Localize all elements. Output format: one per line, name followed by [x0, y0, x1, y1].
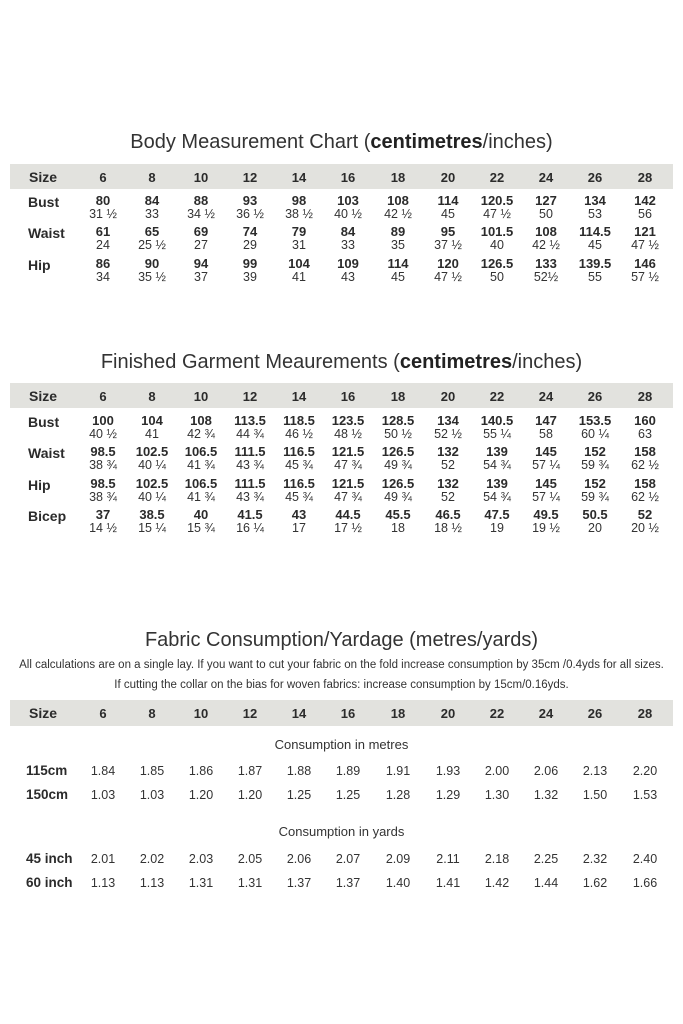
consumption-value: 1.88: [286, 764, 312, 778]
consumption-value: 1.86: [188, 764, 214, 778]
fabric-row-label: 45 inch: [26, 851, 73, 866]
inch-value: 48 ½: [334, 427, 362, 441]
fabric-row-label: 150cm: [26, 787, 69, 802]
consumption-value: 1.84: [90, 764, 116, 778]
inch-value: 57 ¼: [532, 458, 560, 472]
consumption-value: 2.11: [436, 852, 460, 866]
cm-value: 113.5: [234, 413, 266, 428]
consumption-value: 2.06: [286, 852, 312, 866]
cm-value: 47.5: [484, 507, 510, 522]
inch-value: 62 ½: [631, 458, 659, 472]
cm-value: 37: [95, 507, 111, 522]
size-header-16: 16: [340, 706, 356, 721]
size-header-8: 8: [148, 170, 156, 185]
fabric-note-fold: All calculations are on a single lay. If you want to cut your fabric on the fold increase consumption by 35cm /0.4yds for all sizes.: [19, 659, 664, 671]
inch-value: 40 ½: [89, 427, 117, 441]
inch-value: 52: [441, 458, 455, 472]
inch-value: 16 ¼: [236, 521, 264, 535]
cm-value: 49.5: [533, 507, 559, 522]
size-header-6: 6: [99, 706, 107, 721]
size-header-12: 12: [242, 706, 258, 721]
consumption-value: 1.31: [237, 876, 263, 890]
consumption-value: 2.13: [582, 764, 608, 778]
cm-value: 153.5: [578, 413, 612, 428]
size-header-26: 26: [587, 706, 603, 721]
inch-value: 36 ½: [236, 207, 264, 221]
inch-value: 45: [441, 207, 455, 221]
inch-value: 38 ¾: [89, 458, 117, 472]
inch-value: 45: [588, 238, 602, 252]
size-header-14: 14: [291, 389, 307, 404]
consumption-value: 1.37: [335, 876, 361, 890]
cm-value: 65: [144, 224, 160, 239]
row-label-hip: Hip: [28, 257, 51, 273]
cm-value: 98.5: [90, 444, 116, 459]
row-label-hip: Hip: [28, 477, 51, 493]
consumption-value: 1.32: [533, 788, 559, 802]
consumption-value: 1.30: [484, 788, 510, 802]
inch-value: 39: [243, 270, 257, 284]
cm-value: 43: [291, 507, 307, 522]
inch-value: 60 ¼: [581, 427, 609, 441]
inch-value: 45 ¾: [285, 490, 313, 504]
inch-value: 37: [194, 270, 208, 284]
consumption-value: 1.25: [335, 788, 361, 802]
size-header-28: 28: [637, 170, 653, 185]
size-header-14: 14: [291, 706, 307, 721]
inch-value: 42 ¾: [187, 427, 215, 441]
size-header-26: 26: [587, 389, 603, 404]
cm-value: 134: [437, 413, 459, 428]
body-chart-title-prefix: Body Measurement Chart (: [130, 131, 371, 153]
cm-value: 102.5: [135, 476, 169, 491]
inch-value: 47 ¾: [334, 458, 362, 472]
inch-value: 55: [588, 270, 602, 284]
inch-value: 46 ½: [285, 427, 313, 441]
consumption-value: 1.03: [139, 788, 165, 802]
cm-value: 93: [242, 193, 258, 208]
inch-value: 50: [539, 207, 553, 221]
inch-value: 49 ¾: [384, 458, 412, 472]
consumption-value: 1.20: [237, 788, 263, 802]
size-header-6: 6: [99, 170, 107, 185]
inch-value: 24: [96, 238, 110, 252]
cm-value: 89: [390, 224, 406, 239]
inch-value: 41 ¾: [187, 458, 215, 472]
cm-value: 114: [387, 256, 409, 271]
cm-value: 139.5: [578, 256, 612, 271]
consumption-value: 1.13: [139, 876, 165, 890]
size-header-10: 10: [193, 389, 209, 404]
consumption-value: 1.89: [335, 764, 361, 778]
inch-value: 38 ¾: [89, 490, 117, 504]
cm-value: 106.5: [184, 444, 218, 459]
inch-value: 45 ¾: [285, 458, 313, 472]
inch-value: 41 ¾: [187, 490, 215, 504]
size-column-label: Size: [29, 388, 58, 404]
inch-value: 25 ½: [138, 238, 166, 252]
cm-value: 121.5: [331, 444, 365, 459]
inch-value: 40 ½: [334, 207, 362, 221]
size-header-8: 8: [148, 389, 156, 404]
body-chart-title-bold: centimetres: [370, 131, 483, 153]
cm-value: 152: [584, 444, 606, 459]
inch-value: 63: [638, 427, 652, 441]
cm-value: 118.5: [283, 413, 315, 428]
consumption-value: 1.91: [385, 764, 411, 778]
consumption-value: 2.05: [237, 852, 263, 866]
inch-value: 58: [539, 427, 553, 441]
inch-value: 49 ¾: [384, 490, 412, 504]
inch-value: 57 ¼: [532, 490, 560, 504]
cm-value: 116.5: [283, 476, 315, 491]
cm-value: 74: [242, 224, 258, 239]
cm-value: 98.5: [90, 476, 116, 491]
inch-value: 15 ¼: [138, 521, 166, 535]
consumption-value: 2.00: [484, 764, 510, 778]
cm-value: 145: [535, 476, 557, 491]
cm-value: 103: [337, 193, 359, 208]
inch-value: 18 ½: [434, 521, 462, 535]
size-header-14: 14: [291, 170, 307, 185]
fabric-note-bias: If cutting the collar on the bias for woven fabrics: increase consumption by 15cm/0.16yds.: [114, 679, 569, 691]
size-header-8: 8: [148, 706, 156, 721]
row-label-bust: Bust: [28, 414, 60, 430]
size-header-26: 26: [587, 170, 603, 185]
fabric-header: [10, 700, 673, 726]
consumption-value: 1.13: [90, 876, 116, 890]
inch-value: 52½: [533, 270, 559, 284]
cm-value: 126.5: [480, 256, 514, 271]
cm-value: 90: [144, 256, 160, 271]
cm-value: 106.5: [184, 476, 218, 491]
inch-value: 42 ½: [384, 207, 412, 221]
consumption-value: 2.03: [188, 852, 214, 866]
size-column-label: Size: [29, 705, 58, 721]
cm-value: 94: [193, 256, 209, 271]
cm-value: 108: [535, 224, 557, 239]
cm-value: 132: [437, 444, 459, 459]
cm-value: 111.5: [234, 444, 266, 459]
row-label-bust: Bust: [28, 194, 60, 210]
inch-value: 52 ½: [434, 427, 462, 441]
cm-value: 132: [437, 476, 459, 491]
cm-value: 88: [193, 193, 209, 208]
cm-value: 44.5: [335, 507, 361, 522]
inch-value: 62 ½: [631, 490, 659, 504]
row-label-waist: Waist: [28, 445, 65, 461]
cm-value: 79: [291, 224, 307, 239]
body-chart-title: [0, 131, 683, 154]
cm-value: 108: [190, 413, 212, 428]
consumption-value: 1.87: [237, 764, 263, 778]
size-header-28: 28: [637, 706, 653, 721]
inch-value: 43 ¾: [236, 458, 264, 472]
cm-value: 126.5: [381, 476, 415, 491]
cm-value: 84: [144, 193, 160, 208]
size-header-12: 12: [242, 389, 258, 404]
cm-value: 41.5: [237, 507, 263, 522]
inch-value: 31 ½: [89, 207, 117, 221]
size-header-18: 18: [390, 706, 406, 721]
inch-value: 19 ½: [532, 521, 560, 535]
size-header-20: 20: [440, 706, 456, 721]
consumption-value: 1.25: [286, 788, 312, 802]
cm-value: 111.5: [234, 476, 266, 491]
cm-value: 108: [387, 193, 409, 208]
inch-value: 52: [441, 490, 455, 504]
size-header-16: 16: [340, 170, 356, 185]
cm-value: 98: [291, 193, 307, 208]
cm-value: 133: [535, 256, 557, 271]
cm-value: 52: [637, 507, 653, 522]
size-header-24: 24: [538, 706, 554, 721]
consumption-value: 2.07: [335, 852, 361, 866]
size-header-20: 20: [440, 389, 456, 404]
consumption-value: 1.53: [632, 788, 658, 802]
size-header-24: 24: [538, 170, 554, 185]
inch-value: 50 ½: [384, 427, 412, 441]
cm-value: 146: [634, 256, 656, 271]
inch-value: 59 ¾: [581, 458, 609, 472]
cm-value: 123.5: [331, 413, 365, 428]
inch-value: 47 ½: [483, 207, 511, 221]
cm-value: 120.5: [480, 193, 514, 208]
inch-value: 45: [391, 270, 405, 284]
consumption-value: 2.32: [582, 852, 608, 866]
inch-value: 53: [588, 207, 602, 221]
consumption-value: 2.09: [385, 852, 411, 866]
consumption-value: 2.02: [139, 852, 165, 866]
cm-value: 145: [535, 444, 557, 459]
cm-value: 152: [584, 476, 606, 491]
cm-value: 46.5: [435, 507, 461, 522]
size-header-10: 10: [193, 170, 209, 185]
cm-value: 45.5: [385, 507, 411, 522]
consumption-value: 2.18: [484, 852, 510, 866]
cm-value: 158: [634, 444, 656, 459]
inch-value: 41: [292, 270, 306, 284]
inch-value: 41: [145, 427, 159, 441]
inch-value: 57 ½: [631, 270, 659, 284]
inch-value: 33: [341, 238, 355, 252]
garment-chart-title: [0, 351, 683, 374]
inch-value: 40: [490, 238, 504, 252]
consumption-value: 1.31: [188, 876, 214, 890]
cm-value: 147: [535, 413, 557, 428]
cm-value: 114.5: [579, 224, 611, 239]
inch-value: 59 ¾: [581, 490, 609, 504]
garment-chart-title-bold: centimetres: [399, 351, 513, 373]
cm-value: 61: [95, 224, 111, 239]
row-label-waist: Waist: [28, 225, 65, 241]
cm-value: 80: [95, 193, 111, 208]
size-header-16: 16: [340, 389, 356, 404]
consumption-value: 1.50: [582, 788, 608, 802]
consumption-value: 1.85: [139, 764, 165, 778]
inch-value: 35 ½: [138, 270, 166, 284]
inch-value: 44 ¾: [236, 427, 264, 441]
inch-value: 17: [292, 521, 306, 535]
garment-chart-header: [10, 383, 673, 408]
inch-value: 40 ¼: [138, 458, 166, 472]
cm-value: 142: [634, 193, 656, 208]
cm-value: 127: [535, 193, 557, 208]
inch-value: 14 ½: [89, 521, 117, 535]
cm-value: 86: [95, 256, 111, 271]
cm-value: 95: [440, 224, 456, 239]
cm-value: 140.5: [480, 413, 514, 428]
cm-value: 120: [437, 256, 459, 271]
size-header-22: 22: [489, 170, 505, 185]
inch-value: 42 ½: [532, 238, 560, 252]
size-column-label: Size: [29, 169, 58, 185]
cm-value: 99: [242, 256, 258, 271]
inch-value: 55 ¼: [483, 427, 511, 441]
inch-value: 43 ¾: [236, 490, 264, 504]
row-label-bicep: Bicep: [28, 508, 67, 524]
inch-value: 34: [96, 270, 110, 284]
size-header-28: 28: [637, 389, 653, 404]
cm-value: 134: [584, 193, 606, 208]
size-header-10: 10: [193, 706, 209, 721]
cm-value: 139: [486, 444, 508, 459]
inch-value: 54 ¾: [483, 490, 511, 504]
cm-value: 114: [437, 193, 459, 208]
consumption-value: 2.25: [533, 852, 559, 866]
garment-chart-title-prefix: Finished Garment Meaurements (: [100, 351, 400, 373]
cm-value: 50.5: [582, 507, 608, 522]
size-header-24: 24: [538, 389, 554, 404]
consumption-value: 2.06: [533, 764, 559, 778]
cm-value: 102.5: [135, 444, 169, 459]
cm-value: 160: [634, 413, 656, 428]
consumption-value: 1.20: [188, 788, 214, 802]
inch-value: 35: [391, 238, 405, 252]
cm-value: 40: [193, 507, 209, 522]
cm-value: 104: [288, 256, 310, 271]
inch-value: 40 ¼: [138, 490, 166, 504]
cm-value: 121: [634, 224, 656, 239]
size-header-20: 20: [440, 170, 456, 185]
consumption-value: 1.29: [435, 788, 461, 802]
consumption-value: 1.66: [632, 876, 658, 890]
consumption-value: 1.62: [582, 876, 608, 890]
garment-chart-title-suffix: /inches): [512, 351, 583, 373]
inch-value: 34 ½: [187, 207, 215, 221]
inch-value: 47 ¾: [334, 490, 362, 504]
size-header-6: 6: [99, 389, 107, 404]
inch-value: 18: [391, 521, 405, 535]
inch-value: 31: [292, 238, 306, 252]
consumption-value: 1.03: [90, 788, 116, 802]
body-chart-header: [10, 164, 673, 189]
inch-value: 54 ¾: [483, 458, 511, 472]
consumption-value: 2.20: [632, 764, 658, 778]
fabric-row-label: 115cm: [26, 763, 68, 778]
size-header-22: 22: [489, 706, 505, 721]
consumption-value: 2.40: [632, 852, 658, 866]
inch-value: 56: [638, 207, 652, 221]
cm-value: 100: [92, 413, 114, 428]
cm-value: 128.5: [381, 413, 415, 428]
inch-value: 29: [243, 238, 257, 252]
cm-value: 116.5: [283, 444, 315, 459]
metres-heading: Consumption in metres: [274, 737, 409, 752]
inch-value: 38 ½: [285, 207, 313, 221]
cm-value: 126.5: [381, 444, 415, 459]
size-header-12: 12: [242, 170, 258, 185]
cm-value: 104: [141, 413, 163, 428]
inch-value: 33: [145, 207, 159, 221]
cm-value: 84: [340, 224, 356, 239]
cm-value: 38.5: [139, 507, 165, 522]
consumption-value: 1.37: [286, 876, 312, 890]
inch-value: 43: [341, 270, 355, 284]
inch-value: 50: [490, 270, 504, 284]
inch-value: 47 ½: [434, 270, 462, 284]
consumption-value: 2.01: [90, 852, 116, 866]
cm-value: 139: [486, 476, 508, 491]
consumption-value: 1.40: [385, 876, 411, 890]
size-header-18: 18: [390, 389, 406, 404]
cm-value: 158: [634, 476, 656, 491]
cm-value: 109: [337, 256, 359, 271]
inch-value: 27: [194, 238, 208, 252]
cm-value: 69: [193, 224, 209, 239]
cm-value: 101.5: [480, 224, 514, 239]
inch-value: 20 ½: [631, 521, 659, 535]
consumption-value: 1.41: [435, 876, 461, 890]
inch-value: 15 ¾: [187, 521, 215, 535]
size-header-22: 22: [489, 389, 505, 404]
inch-value: 17 ½: [334, 521, 362, 535]
inch-value: 20: [588, 521, 602, 535]
yards-heading: Consumption in yards: [278, 824, 405, 839]
consumption-value: 1.44: [533, 876, 559, 890]
body-chart-title-suffix: /inches): [482, 131, 553, 153]
consumption-value: 1.42: [484, 876, 510, 890]
cm-value: 121.5: [331, 476, 365, 491]
fabric-title: Fabric Consumption/Yardage (metres/yards): [144, 629, 539, 651]
consumption-value: 1.28: [385, 788, 411, 802]
size-header-18: 18: [390, 170, 406, 185]
inch-value: 37 ½: [434, 238, 462, 252]
fabric-row-label: 60 inch: [26, 875, 73, 890]
inch-value: 47 ½: [631, 238, 659, 252]
consumption-value: 1.93: [435, 764, 461, 778]
inch-value: 19: [490, 521, 504, 535]
